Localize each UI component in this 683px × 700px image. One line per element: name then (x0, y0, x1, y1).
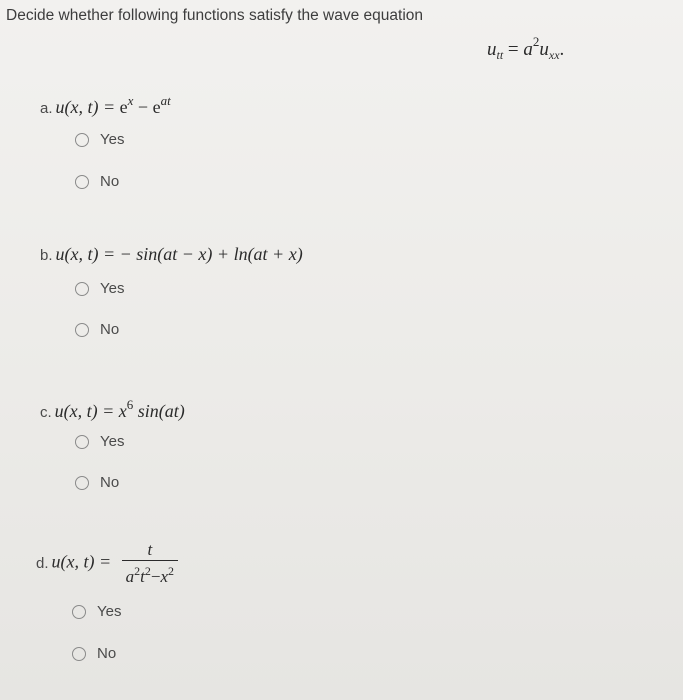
question-a-lhs: u(x, t) = (55, 97, 120, 117)
option-label: Yes (100, 433, 125, 450)
option-label: Yes (100, 131, 125, 148)
wave-rhs-a: a (523, 39, 533, 60)
wave-lhs-sub: tt (496, 48, 504, 62)
den-a: a (125, 567, 135, 586)
question-c-exp: 6 (126, 397, 134, 412)
question-c-option-yes[interactable] (75, 433, 124, 450)
question-c-label: c. (40, 404, 52, 421)
den-x: x (160, 567, 169, 586)
question-d-function (36, 540, 178, 587)
question-a-function (40, 93, 171, 118)
radio-button[interactable] (75, 323, 89, 337)
question-a-term2-exp: at (160, 93, 171, 108)
question-c-function (40, 397, 185, 422)
wave-rhs-u: u (539, 39, 549, 60)
option-label: No (100, 321, 120, 338)
radio-button[interactable] (75, 133, 89, 147)
radio-button[interactable] (75, 435, 89, 449)
question-c-lhs: u(x, t) = (54, 401, 119, 421)
wave-equals: = (503, 39, 524, 60)
question-c-base: x (118, 401, 127, 421)
question-a-term2: − e (133, 97, 161, 117)
den-x-exp: 2 (168, 564, 175, 578)
den-a-exp: 2 (134, 564, 141, 578)
question-b-expr: u(x, t) = − sin(at − x) + ln(at + x) (55, 244, 303, 264)
option-label: No (100, 173, 120, 190)
question-b-label: b. (40, 247, 53, 264)
question-d-label: d. (36, 554, 49, 572)
wave-lhs: u (487, 39, 497, 60)
wave-rhs-exp: 2 (532, 34, 540, 49)
den-t: t (140, 567, 145, 586)
radio-button[interactable] (75, 476, 89, 490)
question-d-lhs: u(x, t) = (51, 551, 116, 572)
question-d-numerator: t (147, 540, 153, 559)
question-d-denominator (122, 560, 178, 587)
option-label: No (97, 645, 117, 662)
wave-equation (487, 34, 564, 63)
radio-button[interactable] (72, 647, 86, 661)
radio-button[interactable] (75, 282, 89, 296)
den-minus: − (150, 567, 161, 586)
radio-button[interactable] (75, 175, 89, 189)
option-label: No (100, 474, 120, 491)
question-b-function (40, 244, 303, 265)
option-label: Yes (97, 603, 122, 620)
radio-button[interactable] (72, 605, 86, 619)
question-b-option-yes[interactable] (75, 280, 124, 297)
wave-rhs-sub: xx (548, 48, 560, 62)
question-d-option-no[interactable] (72, 645, 116, 662)
question-d-fraction (122, 540, 178, 587)
den-t-exp: 2 (144, 564, 151, 578)
question-prompt: Decide whether following functions satisfy the wave equation (6, 7, 424, 24)
wave-period: . (559, 39, 565, 60)
question-b-option-no[interactable] (75, 321, 119, 338)
question-a-option-no[interactable] (75, 173, 119, 190)
option-label: Yes (100, 280, 125, 297)
question-a-term1-exp: x (127, 93, 134, 108)
question-d-option-yes[interactable] (72, 603, 121, 620)
question-c-option-no[interactable] (75, 474, 119, 491)
question-a-option-yes[interactable] (75, 131, 124, 148)
question-c-tail: sin(at) (133, 401, 185, 421)
question-a-label: a. (40, 100, 53, 117)
question-a-term1: e (119, 97, 128, 117)
